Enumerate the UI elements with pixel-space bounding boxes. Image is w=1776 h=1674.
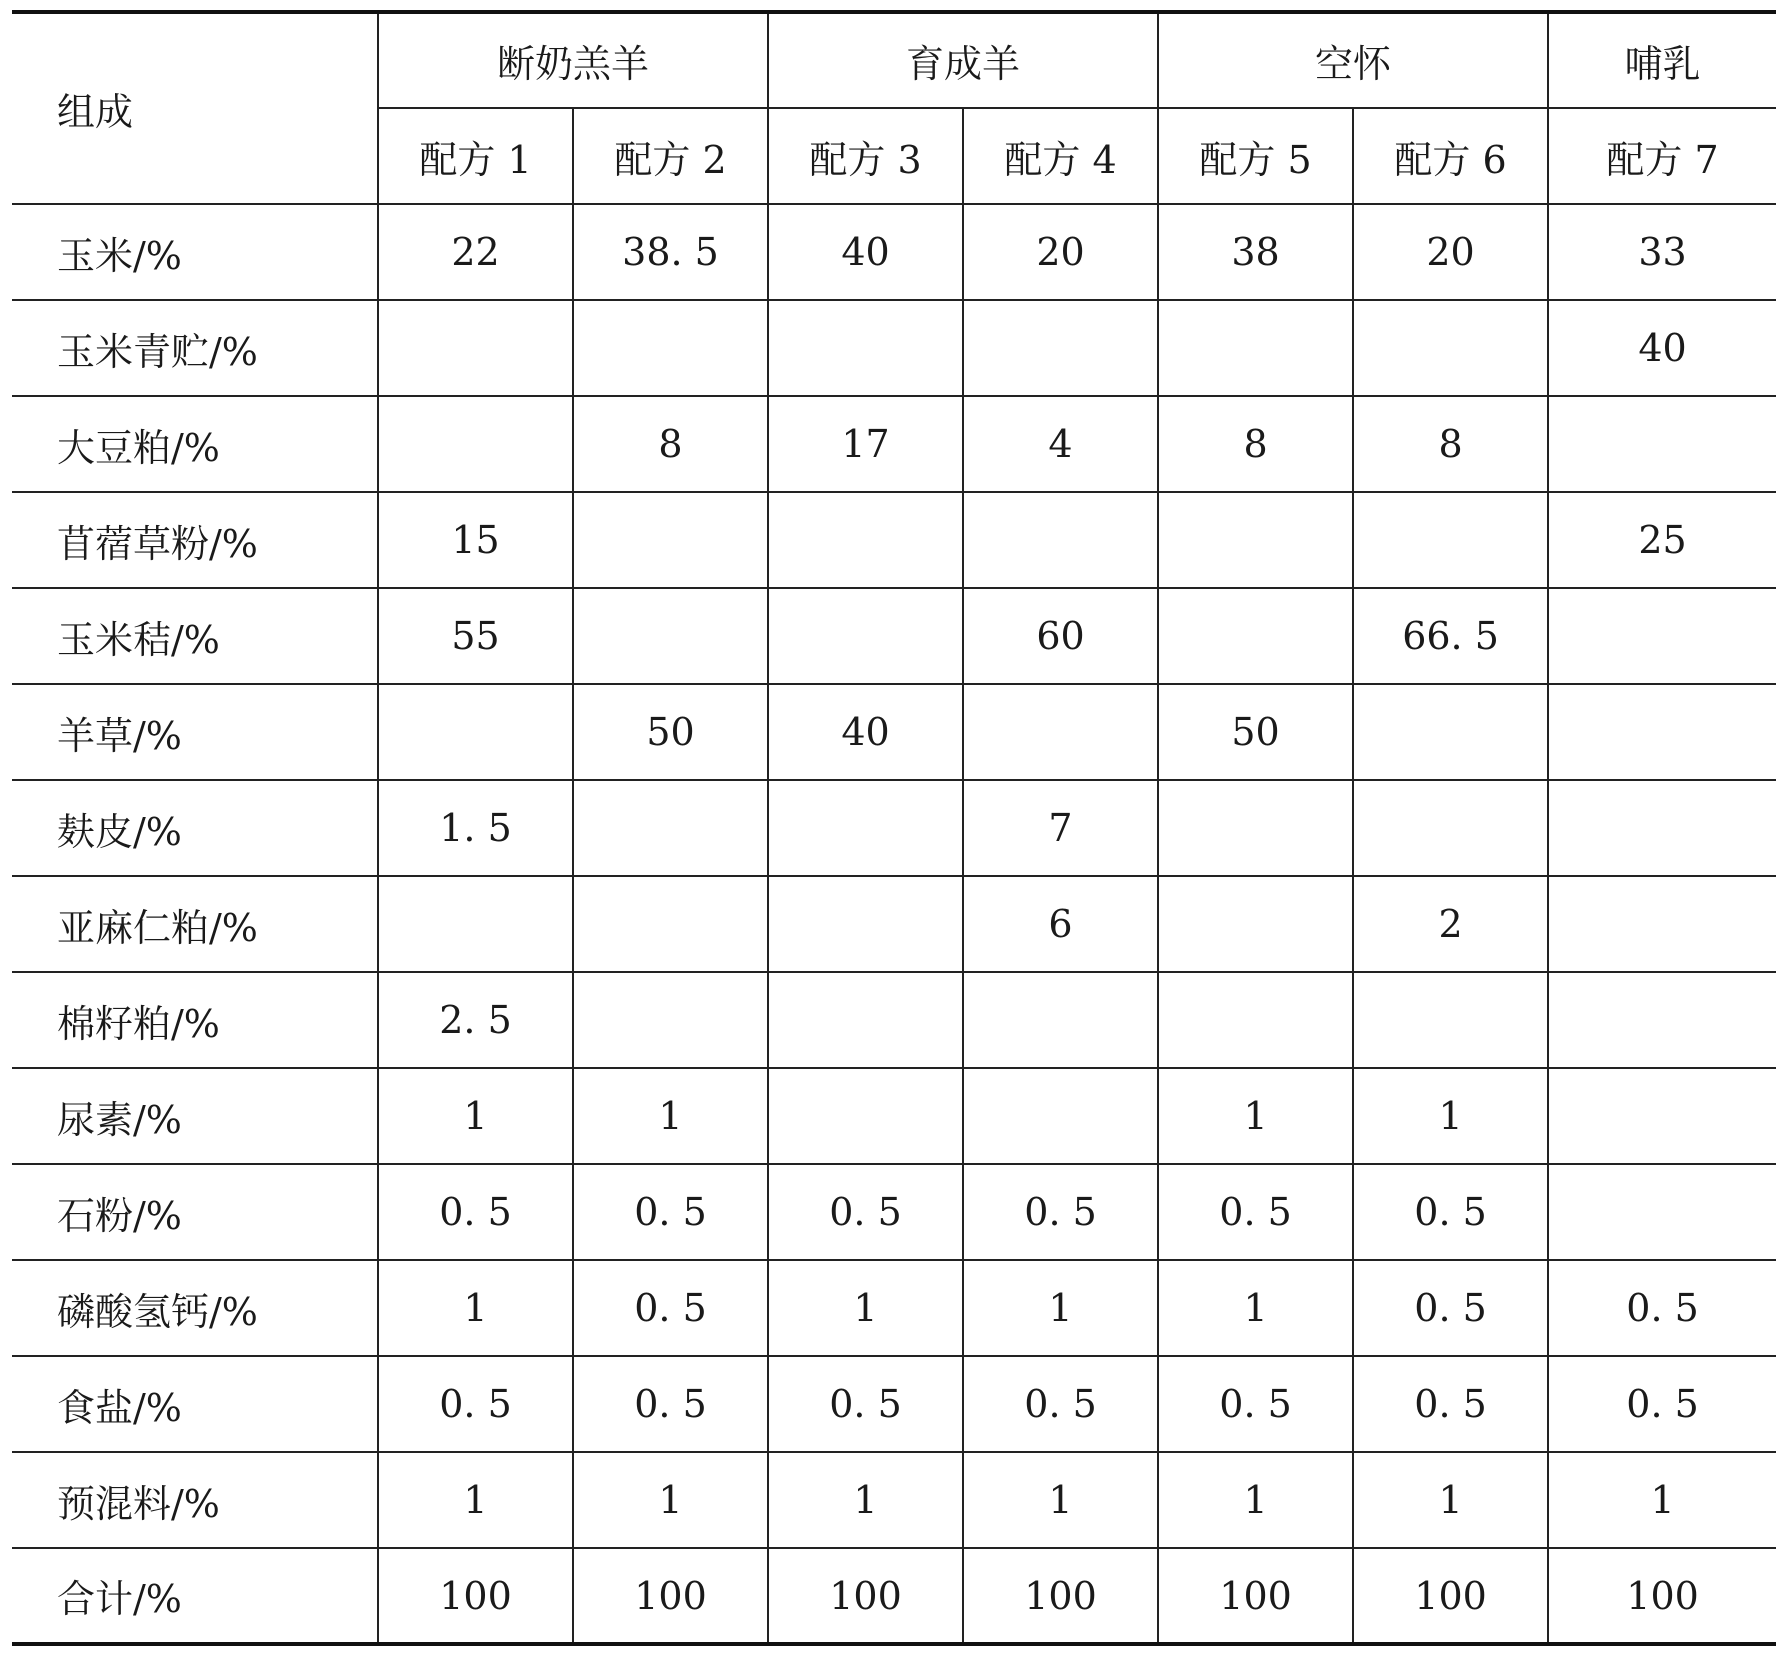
formula-header: 配方 2 <box>573 108 768 204</box>
value-cell <box>378 684 573 780</box>
ingredient-label: 玉米/% <box>12 204 378 300</box>
value-cell <box>1353 684 1548 780</box>
value-cell: 40 <box>1548 300 1776 396</box>
table-row <box>12 300 1776 396</box>
value-cell: 100 <box>378 1548 573 1644</box>
value-cell: 100 <box>1158 1548 1353 1644</box>
value-cell <box>1548 1164 1776 1260</box>
value-cell: 55 <box>378 588 573 684</box>
value-cell <box>573 588 768 684</box>
ingredient-label: 麸皮/% <box>12 780 378 876</box>
ingredient-label: 食盐/% <box>12 1356 378 1452</box>
formula-header: 配方 3 <box>768 108 963 204</box>
value-cell: 1 <box>1158 1260 1353 1356</box>
table-row <box>12 780 1776 876</box>
feed-formula-table <box>12 10 1776 1646</box>
table-row <box>12 1356 1776 1452</box>
value-cell <box>573 780 768 876</box>
value-cell: 50 <box>1158 684 1353 780</box>
value-cell <box>768 972 963 1068</box>
value-cell: 20 <box>1353 204 1548 300</box>
value-cell: 66. 5 <box>1353 588 1548 684</box>
composition-header: 组成 <box>12 12 378 204</box>
value-cell <box>768 780 963 876</box>
table-row <box>12 1068 1776 1164</box>
value-cell: 8 <box>1158 396 1353 492</box>
value-cell <box>1353 972 1548 1068</box>
value-cell: 0. 5 <box>1353 1356 1548 1452</box>
value-cell: 25 <box>1548 492 1776 588</box>
value-cell: 17 <box>768 396 963 492</box>
value-cell: 50 <box>573 684 768 780</box>
value-cell <box>1548 972 1776 1068</box>
value-cell <box>1158 972 1353 1068</box>
value-cell: 8 <box>1353 396 1548 492</box>
value-cell: 100 <box>573 1548 768 1644</box>
ingredient-label: 磷酸氢钙/% <box>12 1260 378 1356</box>
table-row <box>12 972 1776 1068</box>
value-cell <box>378 300 573 396</box>
value-cell <box>1353 780 1548 876</box>
table-row <box>12 1260 1776 1356</box>
value-cell <box>1548 780 1776 876</box>
value-cell <box>768 492 963 588</box>
value-cell: 0. 5 <box>963 1164 1158 1260</box>
table-row <box>12 876 1776 972</box>
value-cell: 1 <box>768 1452 963 1548</box>
value-cell: 0. 5 <box>378 1164 573 1260</box>
table-row <box>12 1548 1776 1644</box>
value-cell: 8 <box>573 396 768 492</box>
value-cell: 1 <box>963 1260 1158 1356</box>
value-cell: 4 <box>963 396 1158 492</box>
table-body <box>12 204 1776 1644</box>
group-header-weaned-lamb: 断奶羔羊 <box>378 12 768 108</box>
value-cell <box>1548 588 1776 684</box>
value-cell <box>768 300 963 396</box>
value-cell: 33 <box>1548 204 1776 300</box>
formula-header: 配方 7 <box>1548 108 1776 204</box>
value-cell: 1 <box>1548 1452 1776 1548</box>
value-cell: 1 <box>768 1260 963 1356</box>
header-row-groups <box>12 12 1776 108</box>
value-cell: 100 <box>768 1548 963 1644</box>
value-cell <box>963 300 1158 396</box>
ingredient-label: 预混料/% <box>12 1452 378 1548</box>
value-cell: 1 <box>1353 1068 1548 1164</box>
value-cell <box>768 1068 963 1164</box>
value-cell <box>1548 684 1776 780</box>
value-cell: 2 <box>1353 876 1548 972</box>
value-cell: 1 <box>573 1068 768 1164</box>
formula-header: 配方 4 <box>963 108 1158 204</box>
value-cell <box>378 876 573 972</box>
value-cell <box>768 876 963 972</box>
value-cell <box>1353 300 1548 396</box>
value-cell <box>1548 396 1776 492</box>
value-cell: 6 <box>963 876 1158 972</box>
value-cell: 1 <box>573 1452 768 1548</box>
value-cell <box>1158 780 1353 876</box>
value-cell <box>963 492 1158 588</box>
value-cell: 22 <box>378 204 573 300</box>
value-cell <box>378 396 573 492</box>
value-cell: 0. 5 <box>1353 1164 1548 1260</box>
value-cell <box>1158 300 1353 396</box>
ingredient-label: 玉米青贮/% <box>12 300 378 396</box>
value-cell <box>963 972 1158 1068</box>
value-cell: 0. 5 <box>963 1356 1158 1452</box>
value-cell: 0. 5 <box>1548 1260 1776 1356</box>
table-row <box>12 588 1776 684</box>
value-cell <box>573 492 768 588</box>
formula-table-container <box>12 10 1776 1646</box>
ingredient-label: 玉米秸/% <box>12 588 378 684</box>
value-cell: 100 <box>1548 1548 1776 1644</box>
table-row <box>12 396 1776 492</box>
value-cell: 1 <box>378 1260 573 1356</box>
value-cell: 0. 5 <box>1158 1356 1353 1452</box>
value-cell: 7 <box>963 780 1158 876</box>
value-cell: 0. 5 <box>573 1164 768 1260</box>
value-cell: 100 <box>963 1548 1158 1644</box>
value-cell <box>768 588 963 684</box>
value-cell: 1 <box>963 1452 1158 1548</box>
value-cell: 38. 5 <box>573 204 768 300</box>
ingredient-label: 羊草/% <box>12 684 378 780</box>
value-cell: 0. 5 <box>768 1164 963 1260</box>
ingredient-label: 棉籽粕/% <box>12 972 378 1068</box>
ingredient-label: 尿素/% <box>12 1068 378 1164</box>
value-cell <box>1158 876 1353 972</box>
value-cell: 40 <box>768 204 963 300</box>
value-cell: 1 <box>1353 1452 1548 1548</box>
value-cell: 20 <box>963 204 1158 300</box>
ingredient-label: 苜蓿草粉/% <box>12 492 378 588</box>
value-cell: 1 <box>1158 1068 1353 1164</box>
value-cell <box>1353 492 1548 588</box>
value-cell <box>573 876 768 972</box>
value-cell: 1 <box>1158 1452 1353 1548</box>
group-header-dry-ewe: 空怀 <box>1158 12 1548 108</box>
table-row <box>12 1452 1776 1548</box>
value-cell: 0. 5 <box>573 1356 768 1452</box>
value-cell <box>1548 1068 1776 1164</box>
value-cell: 2. 5 <box>378 972 573 1068</box>
group-header-lactating: 哺乳 <box>1548 12 1776 108</box>
value-cell: 0. 5 <box>1548 1356 1776 1452</box>
value-cell: 0. 5 <box>768 1356 963 1452</box>
value-cell: 0. 5 <box>1353 1260 1548 1356</box>
group-header-growing-sheep: 育成羊 <box>768 12 1158 108</box>
value-cell: 1. 5 <box>378 780 573 876</box>
value-cell <box>1158 588 1353 684</box>
value-cell: 38 <box>1158 204 1353 300</box>
value-cell <box>963 1068 1158 1164</box>
value-cell <box>1158 492 1353 588</box>
value-cell: 100 <box>1353 1548 1548 1644</box>
table-row <box>12 1164 1776 1260</box>
value-cell: 0. 5 <box>1158 1164 1353 1260</box>
ingredient-label: 石粉/% <box>12 1164 378 1260</box>
formula-header: 配方 5 <box>1158 108 1353 204</box>
value-cell: 40 <box>768 684 963 780</box>
value-cell: 1 <box>378 1452 573 1548</box>
value-cell: 15 <box>378 492 573 588</box>
value-cell: 1 <box>378 1068 573 1164</box>
table-row <box>12 492 1776 588</box>
formula-header: 配方 6 <box>1353 108 1548 204</box>
value-cell: 0. 5 <box>378 1356 573 1452</box>
value-cell <box>1548 876 1776 972</box>
value-cell <box>963 684 1158 780</box>
value-cell <box>573 972 768 1068</box>
table-row <box>12 684 1776 780</box>
ingredient-label: 大豆粕/% <box>12 396 378 492</box>
formula-header: 配方 1 <box>378 108 573 204</box>
ingredient-label: 合计/% <box>12 1548 378 1644</box>
table-row <box>12 204 1776 300</box>
value-cell: 60 <box>963 588 1158 684</box>
ingredient-label: 亚麻仁粕/% <box>12 876 378 972</box>
value-cell <box>573 300 768 396</box>
value-cell: 0. 5 <box>573 1260 768 1356</box>
